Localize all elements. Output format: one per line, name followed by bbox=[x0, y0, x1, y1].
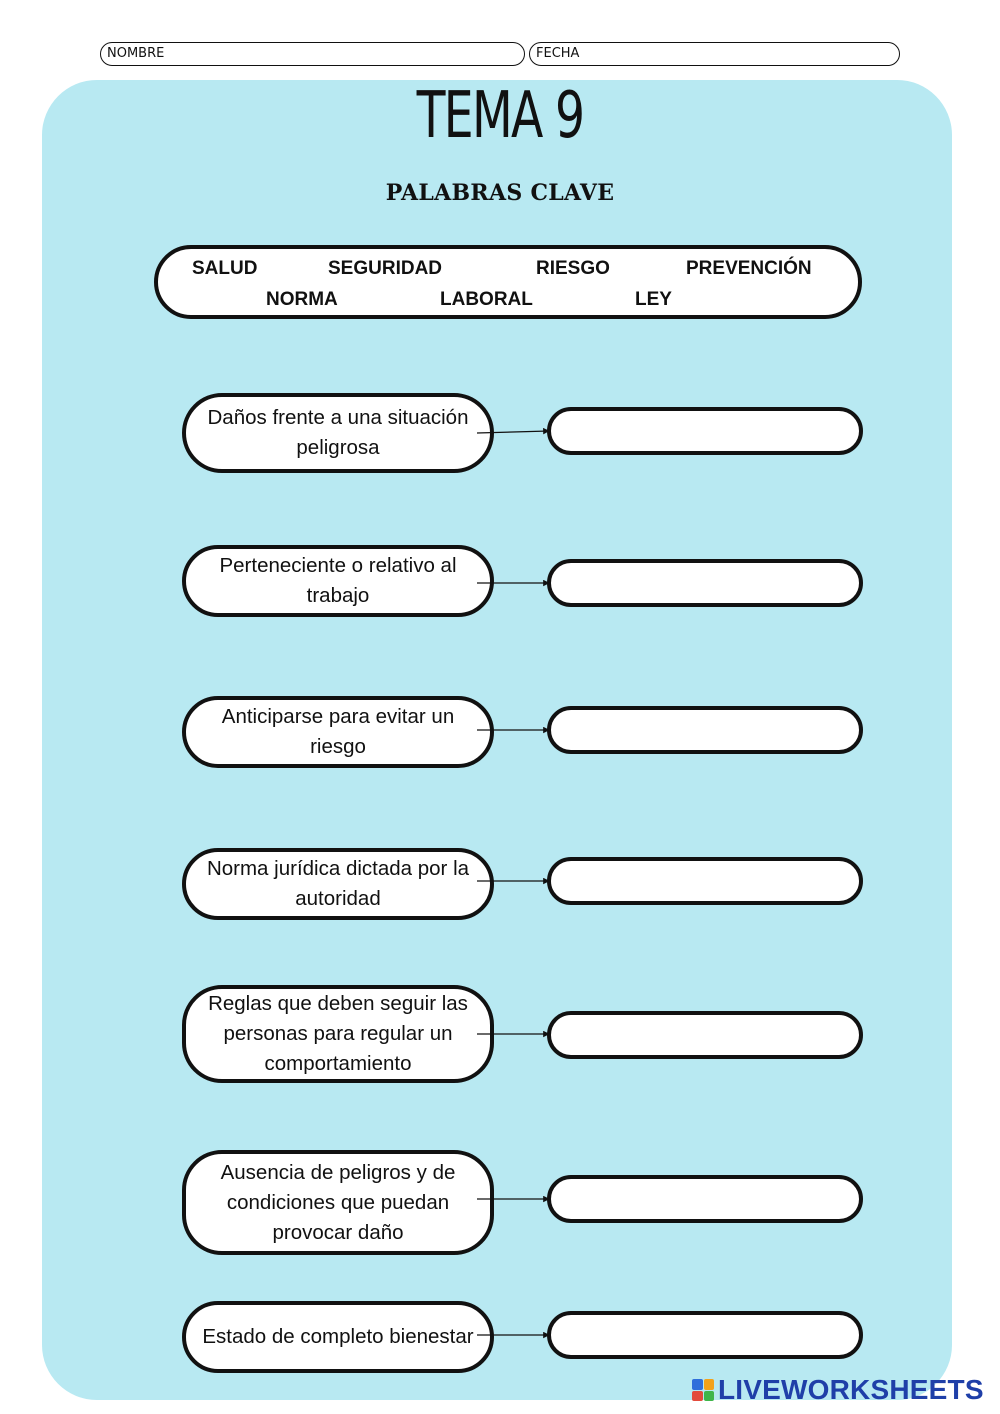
word-bank-item: PREVENCIÓN bbox=[686, 258, 812, 279]
word-bank-item: SALUD bbox=[192, 258, 258, 279]
answer-box[interactable] bbox=[547, 1311, 863, 1359]
liveworksheets-mark-icon bbox=[692, 1379, 714, 1401]
brand-text: LIVEWORKSHEETS bbox=[718, 1374, 984, 1405]
word-bank-item: RIESGO bbox=[536, 258, 610, 279]
answer-box[interactable] bbox=[547, 559, 863, 607]
definition-box bbox=[182, 1150, 494, 1255]
definition-text: Perteneciente o relativo al trabajo bbox=[219, 554, 457, 607]
nombre-field[interactable]: NOMBRE bbox=[100, 42, 525, 66]
definition-text: Norma jurídica dictada por la autoridad bbox=[206, 857, 470, 910]
definition-text: Reglas que deben seguir las personas para regular un comportamiento bbox=[208, 992, 468, 1075]
definition-text: Daños frente a una situación peligrosa bbox=[207, 406, 469, 459]
word-bank-item: LABORAL bbox=[440, 289, 533, 310]
definition-box bbox=[182, 985, 494, 1083]
definition-text: Estado de completo bienestar bbox=[202, 1325, 474, 1348]
definition-box bbox=[182, 545, 494, 617]
answer-box[interactable] bbox=[547, 1011, 863, 1059]
definition-box bbox=[182, 393, 494, 473]
answer-box[interactable] bbox=[547, 407, 863, 455]
definition-box bbox=[182, 696, 494, 768]
liveworksheets-logo bbox=[692, 1373, 984, 1407]
definition-text: Anticiparse para evitar un riesgo bbox=[221, 705, 455, 758]
page-title: TEMA 9 bbox=[416, 79, 584, 153]
word-bank-item: LEY bbox=[635, 289, 672, 310]
answer-box[interactable] bbox=[547, 706, 863, 754]
subtitle: PALABRAS CLAVE bbox=[385, 180, 615, 206]
word-bank-item: NORMA bbox=[266, 289, 338, 310]
definition-box bbox=[182, 1301, 494, 1373]
definition-text: Ausencia de peligros y de condiciones que puedan provocar daño bbox=[220, 1160, 456, 1244]
answer-box[interactable] bbox=[547, 857, 863, 905]
word-bank-item: SEGURIDAD bbox=[328, 258, 443, 279]
fecha-field[interactable]: FECHA bbox=[529, 42, 900, 66]
answer-box[interactable] bbox=[547, 1175, 863, 1223]
word-bank bbox=[154, 245, 862, 319]
definition-box bbox=[182, 848, 494, 920]
